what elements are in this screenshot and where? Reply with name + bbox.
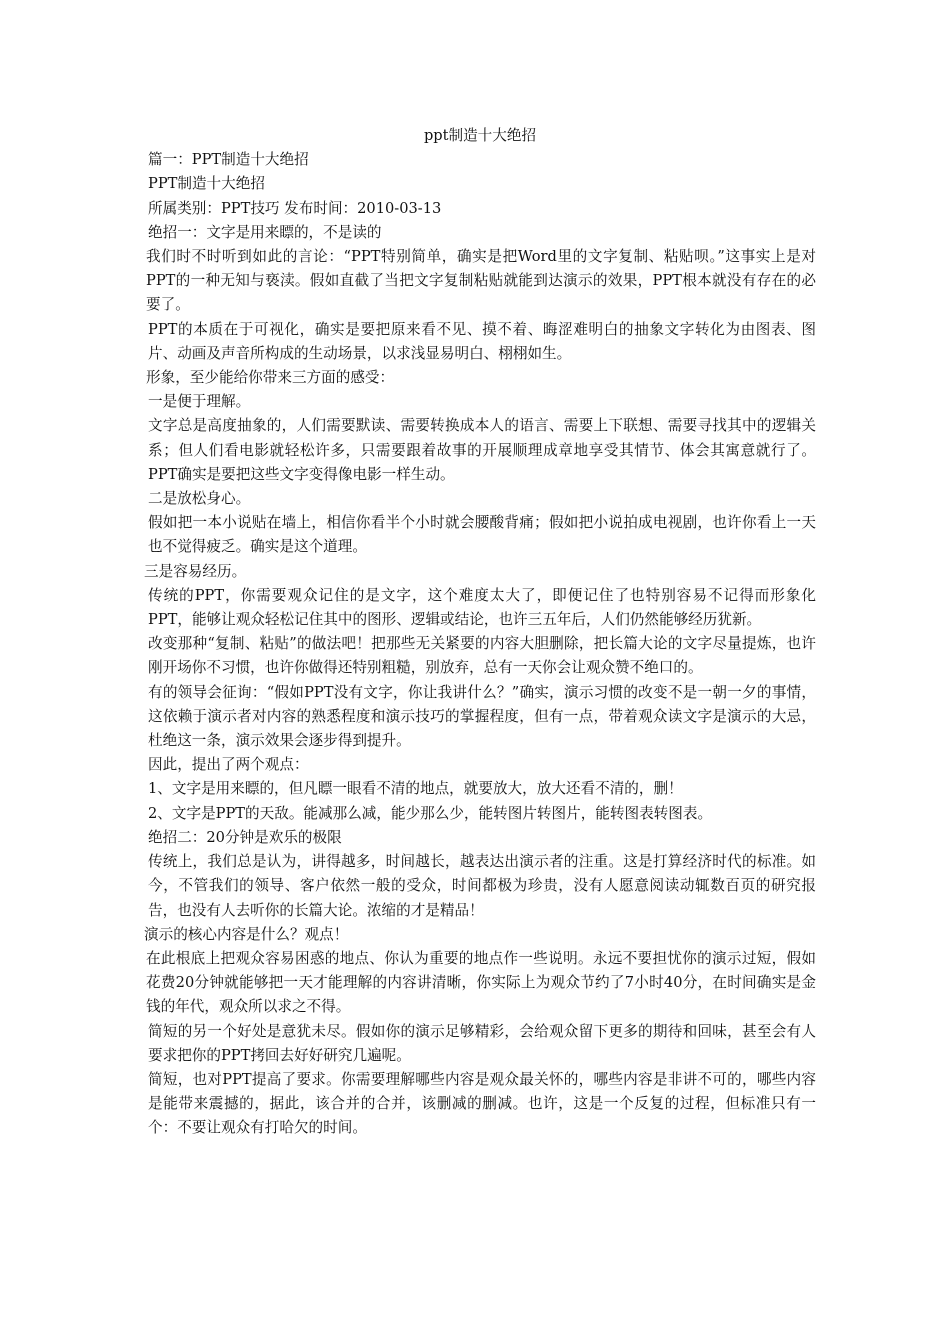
paragraph: 二是放松身心。 xyxy=(148,490,251,508)
paragraph: 篇一：PPT制造十大绝招 xyxy=(148,151,309,169)
paragraph: 三是容易经历。 xyxy=(144,562,247,580)
paragraph: 1、文字是用来瞟的，但凡瞟一眼看不清的地点，就要放大，放大还看不清的，删！ xyxy=(148,780,683,798)
paragraph: 一是便于理解。 xyxy=(148,393,251,411)
paragraph: 绝招二：20分钟是欢乐的极限 xyxy=(148,828,342,846)
paragraph: 2、文字是PPT的天敌。能减那么减，能少那么少，能转图片转图片，能转图表转图表。 xyxy=(148,804,713,822)
paragraph: 简短的另一个好处是意犹未尽。假如你的演示足够精彩，会给观众留下更多的期待和回味，甚至会有人要求把你的PPT拷回去好好研究几遍呢。 xyxy=(148,1022,816,1064)
paragraph: 传统上，我们总是认为，讲得越多，时间越长，越表达出演示者的注重。这是打算经济时代的标准。如今，不管我们的领导、客户依然一般的受众，时间都极为珍贵，没有人愿意阅读动辄数百页的研究报告，也没有人去听你的长篇大论。浓缩的才是精品！ xyxy=(148,853,816,919)
paragraph: 形象，至少能给你带来三方面的感受： xyxy=(146,369,395,387)
paragraph: 传统的PPT，你需要观众记住的是文字，这个难度太大了，即便记住了也特别容易不记得而形象化PPT，能够让观众轻松记住其中的图形、逻辑或结论，也许三五年后，人们仍然能够经历犹新。 xyxy=(148,586,816,629)
paragraph: 所属类别：PPT技巧 发布时间：2010-03-13 xyxy=(148,199,442,217)
document-title: ppt制造十大绝招 xyxy=(423,127,537,144)
paragraph: PPT制造十大绝招 xyxy=(148,175,265,193)
paragraph: PPT的本质在于可视化，确实是要把原来看不见、摸不着、晦涩难明白的抽象文字转化为由图表、图片、动画及声音所构成的生动场景，以求浅显易明白、栩栩如生。 xyxy=(148,320,816,362)
paragraph: 改变那种“复制、粘贴”的做法吧！把那些无关紧要的内容大胆删除，把长篇大论的文字尽量提炼，也许刚开场你不习惯，也许你做得还特别粗糙，别放弃，总有一天你会让观众赞不绝口的。 xyxy=(148,635,816,677)
paragraph: 假如把一本小说贴在墙上，相信你看半个小时就会腰酸背痛；假如把小说拍成电视剧，也许你看上一天也不觉得疲乏。确实是这个道理。 xyxy=(148,514,816,556)
paragraph-list xyxy=(144,148,816,1140)
paragraph: 有的领导会征询：“假如PPT没有文字，你让我讲什么？”确实，演示习惯的改变不是一朝一夕的事情，这依赖于演示者对内容的熟悉程度和演示技巧的掌握程度，但有一点，带着观众读文字是演示的大忌，杜绝这一条，演示效果会逐步得到提升。 xyxy=(148,683,816,750)
paragraph: 在此根底上把观众容易困惑的地点、你认为重要的地点作一些说明。永远不要担忧你的演示过短，假如花费20分钟就能够把一天才能理解的内容讲清晰，你实际上为观众节约了7小时40分，在时间确实是金钱的年代，观众所以求之不得。 xyxy=(146,949,816,1016)
paragraph: 简短，也对PPT提高了要求。你需要理解哪些内容是观众最关怀的，哪些内容是非讲不可的，哪些内容是能带来震撼的，据此，该合并的合并，该删减的删减。也许，这是一个反复的过程，但标准只有一个：不要让观众有打哈欠的时间。 xyxy=(148,1070,816,1137)
paragraph: 因此，提出了两个观点： xyxy=(148,756,309,774)
paragraph: 演示的核心内容是什么？观点！ xyxy=(144,925,349,943)
document-body xyxy=(144,124,816,1141)
paragraph: 我们时不时听到如此的言论：“PPT特别简单，确实是把Word里的文字复制、粘贴呗。”这事实上是对PPT的一种无知与亵渎。假如直截了当把文字复制粘贴就能到达演示的效果，PPT根本就没有存在的必要了。 xyxy=(146,248,816,314)
paragraph: 绝招一：文字是用来瞟的，不是读的 xyxy=(148,223,382,241)
paragraph: 文字总是高度抽象的，人们需要默读、需要转换成本人的语言、需要上下联想、需要寻找其中的逻辑关系；但人们看电影就轻松许多，只需要跟着故事的开展顺理成章地享受其情节、体会其寓意就行了。PPT确实是要把这些文字变得像电影一样生动。 xyxy=(148,417,816,483)
